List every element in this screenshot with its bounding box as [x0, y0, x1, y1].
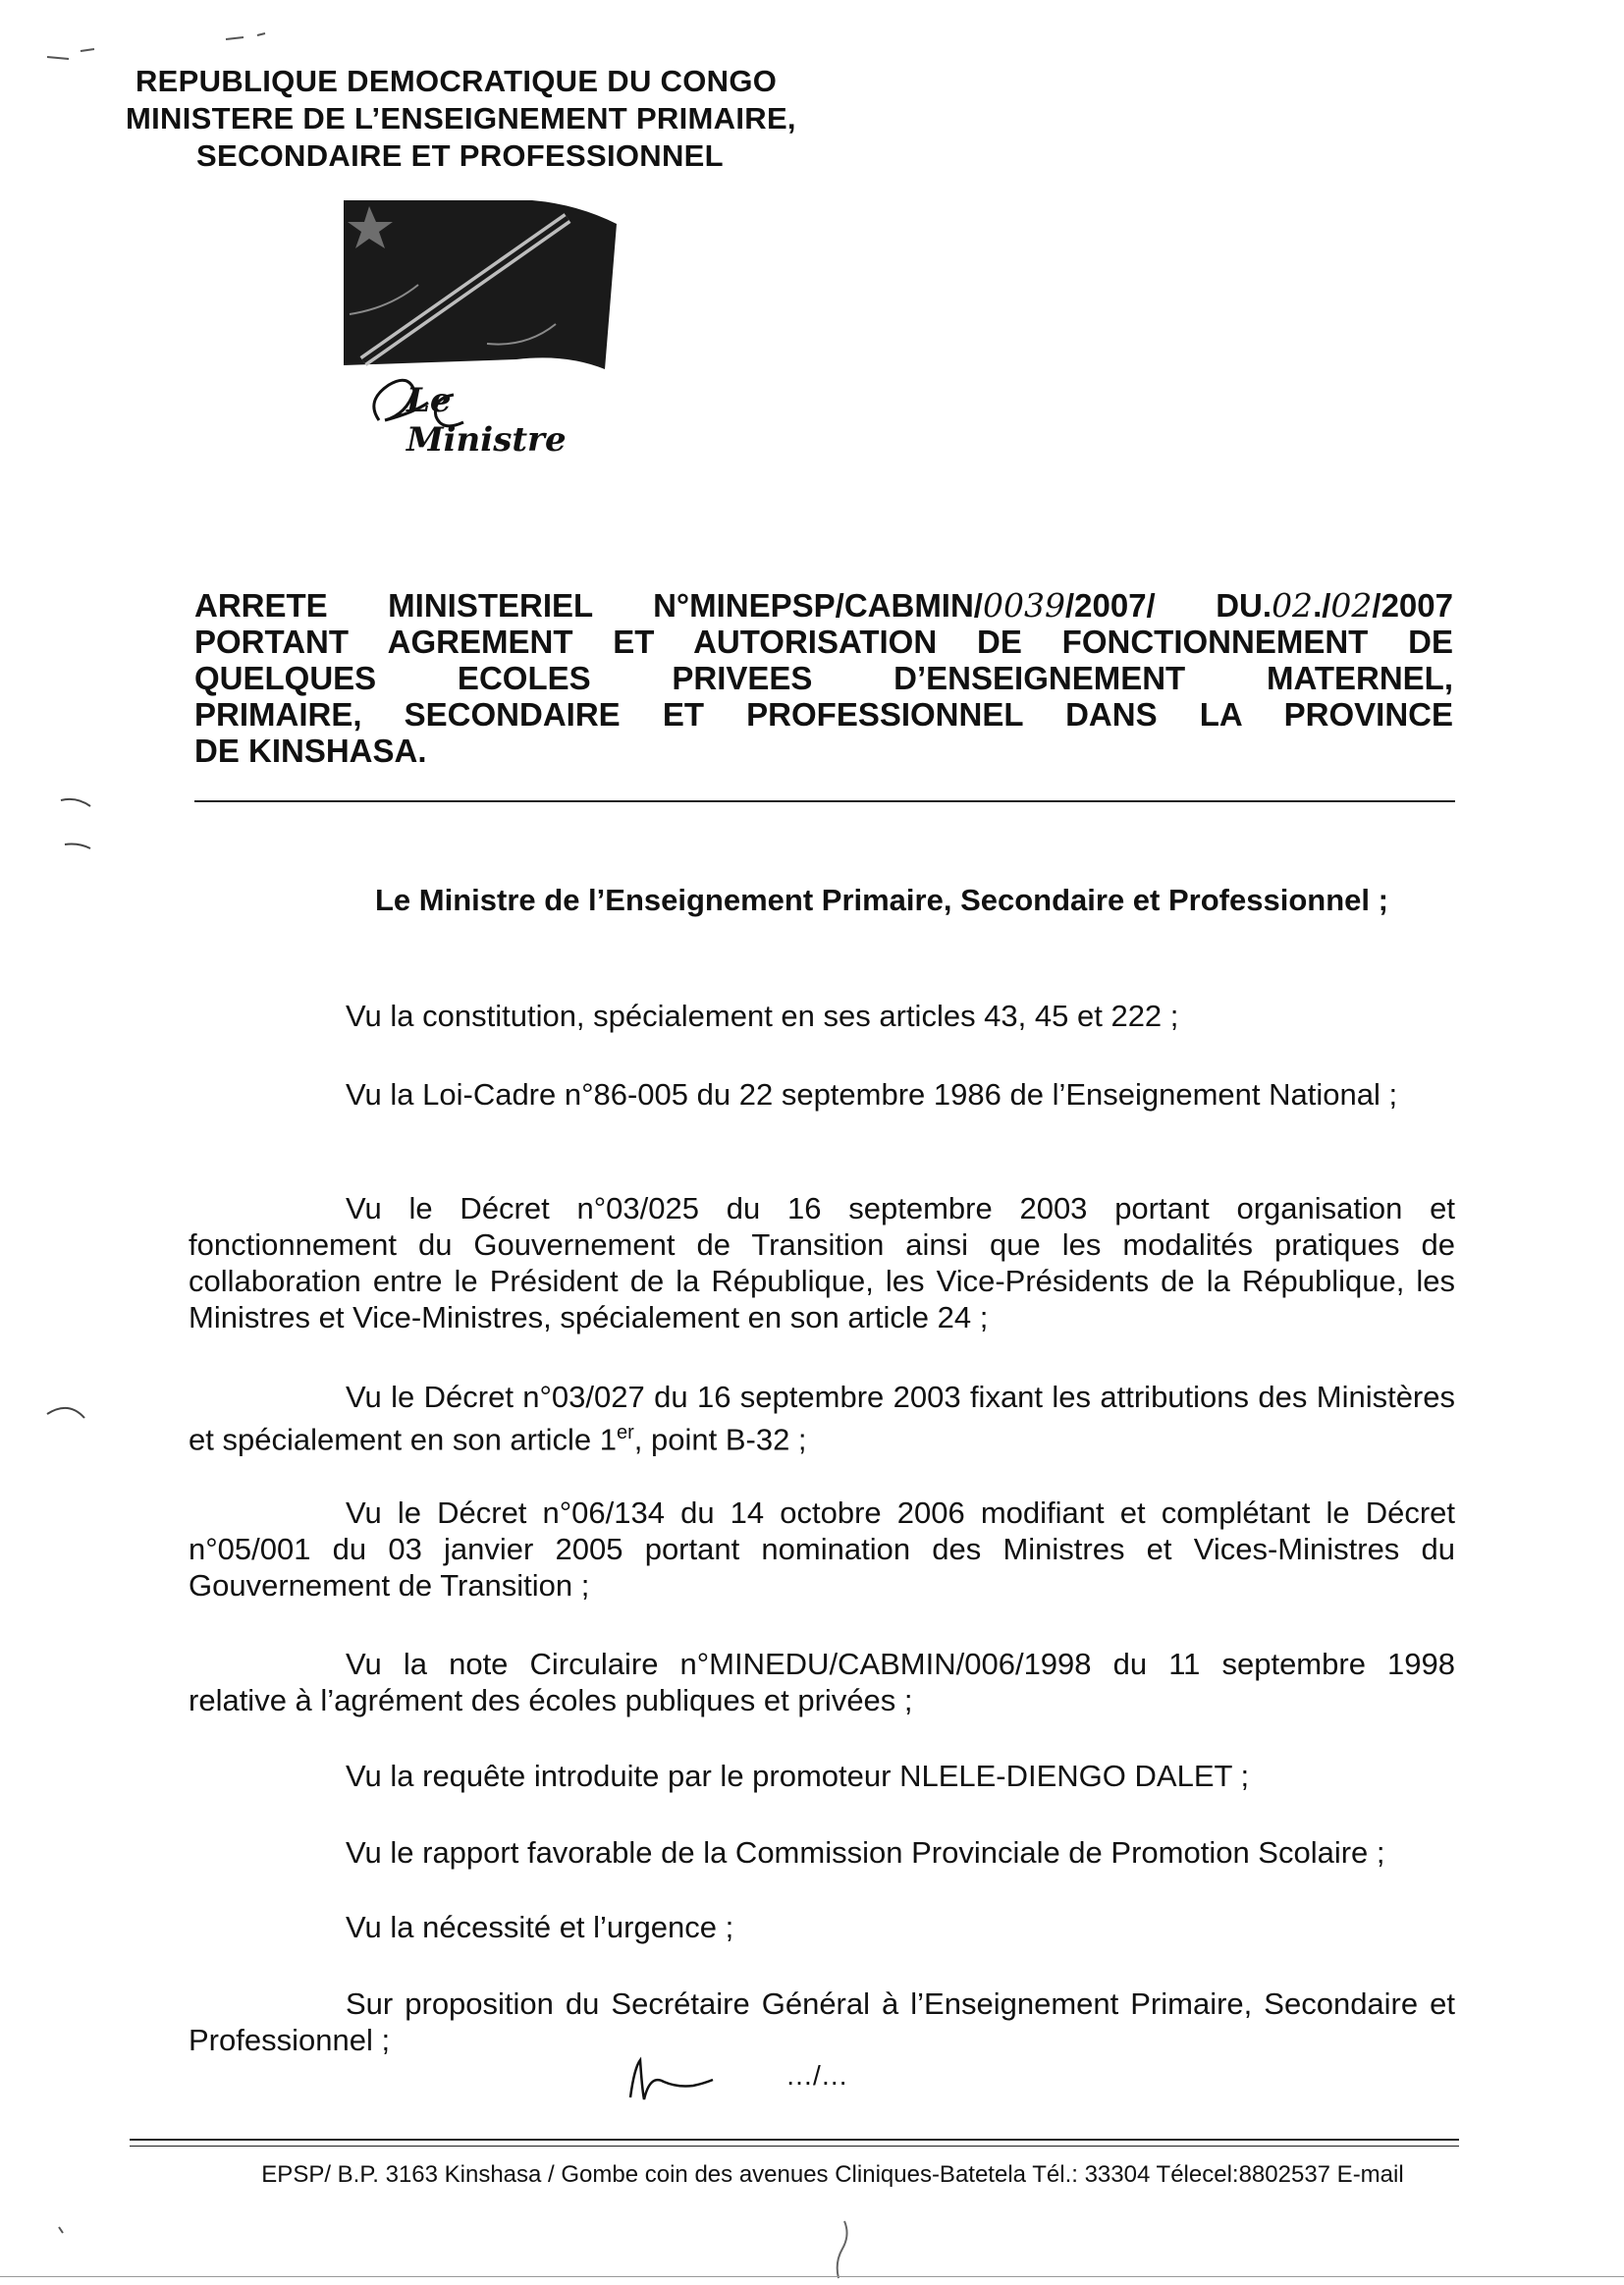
continuation-mark: …/…	[785, 2060, 848, 2091]
considerant-8-text: Vu le rapport favorable de la Commission Provinciale de Promotion Scolaire ;	[346, 1835, 1385, 1870]
decree-title-line3: QUELQUES ECOLES PRIVEES D’ENSEIGNEMENT MATERNEL,	[194, 660, 1453, 696]
footer-address: EPSP/ B.P. 3163 Kinshasa / Gombe coin des avenues Cliniques-Batetela Tél.: 33304 Télecel:8802537 E-mail	[261, 2161, 1404, 2188]
considerant-7	[189, 1758, 1455, 1794]
considerant-7-text: Vu la requête introduite par le promoteur NLELE-DIENGO DALET ;	[346, 1759, 1250, 1793]
page-bottom-edge	[0, 2276, 1624, 2277]
decree-ref-mid: /2007/ DU.	[1064, 587, 1272, 624]
country-name: REPUBLIQUE DEMOCRATIQUE DU CONGO	[135, 64, 778, 98]
decree-month: 02	[1330, 586, 1373, 625]
title-underline	[194, 800, 1455, 802]
footer-rule-top	[130, 2139, 1459, 2141]
considerant-6-text: Vu la note Circulaire n°MINEDU/CABMIN/006/1998 du 11 septembre 1998 relative à l’agrément des écoles publiques et privées ;	[189, 1647, 1455, 1717]
decree-title-line2: PORTANT AGREMENT ET AUTORISATION DE FONCTIONNEMENT DE	[194, 624, 1453, 660]
proposal-paragraph	[189, 1986, 1455, 2058]
intro-text: Le Ministre de l’Enseignement Primaire, Secondaire et Professionnel ;	[375, 883, 1388, 917]
decree-title	[194, 587, 1453, 769]
considerant-2	[189, 1076, 1455, 1113]
considerant-5-text: Vu le Décret n°06/134 du 14 octobre 2006 modifiant et complétant le Décret n°05/001 du 03 janvier 2005 portant nomination des Ministres et Vices-Ministres du Gouvernement de Transition ;	[189, 1496, 1455, 1603]
decree-date-sep: ./	[1313, 587, 1331, 624]
considerant-1	[189, 998, 1455, 1034]
decree-number: 0039	[982, 586, 1065, 625]
footer-rule-second	[130, 2146, 1459, 2147]
proposal-text: Sur proposition du Secrétaire Général à l’Enseignement Primaire, Secondaire et Professionnel ;	[189, 1986, 1455, 2057]
considerant-3	[189, 1190, 1455, 1335]
considerant-2-text: Vu la Loi-Cadre n°86-005 du 22 septembre 1986 de l’Enseignement National ;	[346, 1077, 1398, 1112]
considerant-8	[189, 1834, 1455, 1871]
intro-paragraph	[189, 882, 1455, 918]
decree-title-line5: DE KINSHASA.	[194, 733, 427, 769]
decree-year: /2007	[1372, 587, 1453, 624]
considerant-9	[189, 1909, 1455, 1945]
decree-ref-prefix: ARRETE MINISTERIEL N°MINEPSP/CABMIN/	[194, 587, 983, 624]
decree-title-line1	[194, 587, 1453, 624]
considerant-4-superscript: er	[616, 1422, 634, 1443]
ministry-name-line2: SECONDAIRE ET PROFESSIONNEL	[196, 138, 724, 173]
decree-day: 02	[1272, 586, 1314, 625]
initials-signature	[619, 2054, 736, 2103]
considerant-3-text: Vu le Décret n°03/025 du 16 septembre 2003 portant organisation et fonctionnement du Gouvernement de Transition ainsi que les modalités pratiques de collaboration entre le Président de la République, les Vice-Présidents de la République, les Ministres et Vice-Ministres, spécialement en son article 24 ;	[189, 1191, 1455, 1334]
minister-caption-text: Le Ministre	[406, 381, 567, 460]
considerant-9-text: Vu la nécessité et l’urgence ;	[346, 1910, 734, 1944]
considerant-6	[189, 1646, 1455, 1718]
considerant-1-text: Vu la constitution, spécialement en ses articles 43, 45 et 222 ;	[346, 999, 1179, 1033]
decree-title-line4: PRIMAIRE, SECONDAIRE ET PROFESSIONNEL DANS LA PROVINCE	[194, 696, 1453, 733]
considerant-4-text: Vu le Décret n°03/027 du 16 septembre 2003 fixant les attributions des Ministères et spécialement en son article 1	[189, 1380, 1455, 1457]
minister-caption	[359, 365, 615, 460]
ministry-name-line1: MINISTERE DE L’ENSEIGNEMENT PRIMAIRE,	[126, 101, 796, 136]
considerant-5	[189, 1495, 1455, 1604]
considerant-4	[189, 1379, 1455, 1457]
flag-icon	[340, 196, 619, 371]
considerant-4-text-end: , point B-32 ;	[633, 1422, 807, 1457]
